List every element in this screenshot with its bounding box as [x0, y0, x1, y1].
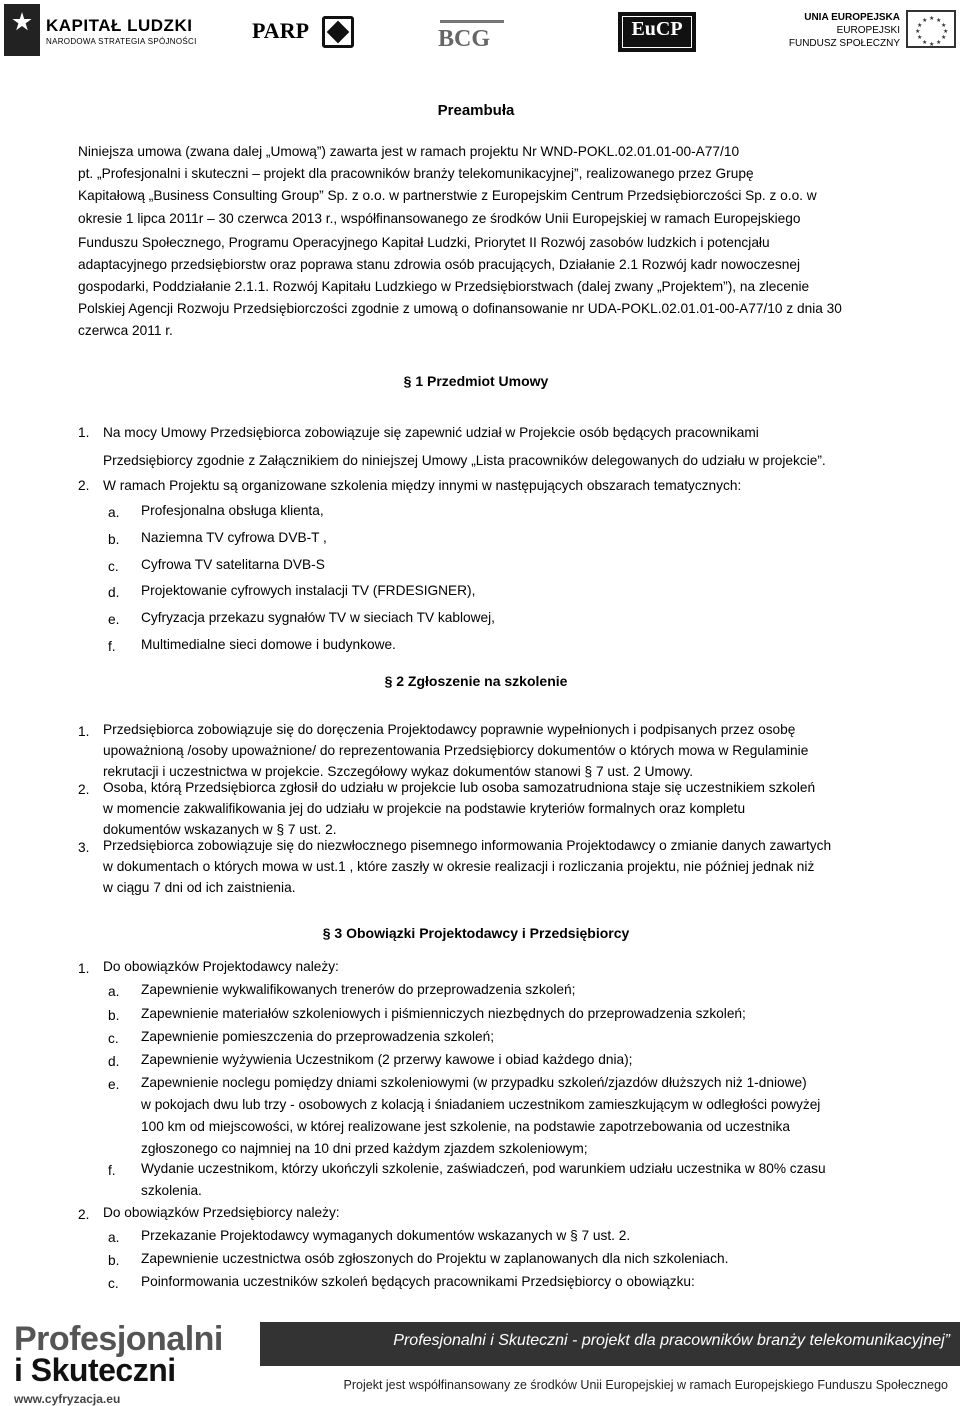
- s3-p2-number: 2.: [78, 1207, 90, 1222]
- s3-item-label: e.: [108, 1077, 120, 1092]
- eucp-logo: [618, 12, 696, 52]
- section-3-title: § 3 Obowiązki Projektodawcy i Przedsiębiorcy: [322, 925, 630, 941]
- parp-logo: [252, 14, 362, 50]
- s3-p2-item-label: c.: [108, 1276, 119, 1291]
- bcg-text: BCG: [438, 26, 491, 52]
- kapital-ludzki-subtitle: NARODOWA STRATEGIA SPÓJNOŚCI: [46, 37, 197, 46]
- s3-p2-item: Poinformowania uczestników szkoleń będących pracownikami Przedsiębiorcy o obowiązku:: [141, 1274, 695, 1289]
- s1-p1-number: 1.: [78, 425, 90, 440]
- s1-p2-text: W ramach Projektu są organizowane szkolenia między innymi w następujących obszarach tematycznych:: [103, 478, 742, 493]
- s2-line: rekrutacji i uczestnictwa w projekcie. Szczegółowy wykaz dokumentów stanowi § 7 ust. 2 Umowy.: [103, 764, 694, 779]
- s3-item-label: c.: [108, 1031, 119, 1046]
- s3-item-line: Wydanie uczestnikom, którzy ukończyli szkolenie, zaświadczeń, pod warunkiem udziału uczestnika w 80% czasu: [141, 1161, 826, 1176]
- s3-item-label: f.: [108, 1163, 116, 1178]
- s1-item-label: b.: [108, 532, 120, 547]
- s3-p2-item: Zapewnienie uczestnictwa osób zgłoszonych do Projektu w zaplanowanych dla nich szkoleniach.: [141, 1251, 729, 1266]
- s3-item: Zapewnienie materiałów szkoleniowych i piśmienniczych niezbędnych do przeprowadzenia szkoleń;: [141, 1006, 746, 1021]
- s2-number: 2.: [78, 782, 90, 797]
- s3-p2-text: Do obowiązków Przedsiębiorcy należy:: [103, 1205, 340, 1220]
- parp-text: PARP: [252, 18, 310, 43]
- s2-line: w dokumentach o których mowa w ust.1 , które zaszły w okresie realizacji i rozliczania projektu, nie później jednak niż: [103, 859, 815, 874]
- preambula-line: gospodarki, Poddziałanie 2.1.1. Rozwój Kapitału Ludzkiego w Przedsiębiorstwach (dalej zwany „Projektem”), na zlecenie: [78, 279, 810, 294]
- preambula-title: Preambuła: [437, 102, 515, 119]
- eu-flag-icon: ★ ★ ★ ★ ★ ★ ★ ★ ★ ★ ★ ★: [906, 10, 956, 48]
- preambula-line: Polskiej Agencji Rozwoju Przedsiębiorczości zgodnie z umową o dofinansowanie nr UDA-POKL.02.01.01-00-A77/10 z dnia 30: [78, 301, 842, 316]
- s2-line: Przedsiębiorca zobowiązuje się do doręczenia Projektodawcy poprawnie wypełnionych i podpisanych przez osobę: [103, 722, 796, 737]
- s3-item: Zapewnienie pomieszczenia do przeprowadzenia szkoleń;: [141, 1029, 495, 1044]
- s1-item-label: e.: [108, 612, 120, 627]
- s1-item: Profesjonalna obsługa klienta,: [141, 503, 324, 518]
- eu-line3: FUNDUSZ SPOŁECZNY: [788, 38, 900, 49]
- preambula-line: pt. „Profesjonalni i skuteczni – projekt dla pracowników branży telekomunikacyjnej”, realizowanego przez Grupę: [78, 166, 754, 181]
- s2-line: upoważnioną /osoby upoważnione/ do reprezentowania Przedsiębiorcy dokumentów o których mowa w Regulaminie: [103, 743, 809, 758]
- footer-cofinancing: Projekt jest współfinansowany ze środków Unii Europejskiej w ramach Europejskiego Funduszu Społecznego: [343, 1378, 948, 1392]
- s1-item: Cyfryzacja przekazu sygnałów TV w sieciach TV kablowej,: [141, 610, 495, 625]
- eucp-text: EuCP: [631, 18, 683, 40]
- s1-item: Naziemna TV cyfrowa DVB-T ,: [141, 530, 327, 545]
- footer-logo-line1: Profesjonalni: [14, 1320, 223, 1358]
- s3-item-line: w pokojach dwu lub trzy - osobowych z kolacją i śniadaniem uczestnikom zamieszkującym w odległości powyżej: [141, 1097, 821, 1112]
- preambula-line: czerwca 2011 r.: [78, 323, 173, 338]
- s1-item-label: f.: [108, 639, 116, 654]
- preambula-line: adaptacyjnego przedsiębiorstw oraz poprawa stanu zdrowia osób pracujących, Działanie 2.1 Rozwój kadr nowoczesnej: [78, 257, 801, 272]
- s3-item-line: 100 km od miejscowości, w której realizowane jest szkolenie, na podstawie zapotrzebowania od uczestnika: [141, 1119, 790, 1134]
- s3-item-line: zgłoszonego co najmniej na 10 dni przed każdym zjazdem szkoleniowym;: [141, 1141, 588, 1156]
- s1-item: Cyfrowa TV satelitarna DVB-S: [141, 557, 325, 572]
- s3-p1-text: Do obowiązków Projektodawcy należy:: [103, 959, 339, 974]
- preambula-line: okresie 1 lipca 2011r – 30 czerwca 2013 r., współfinansowanego ze środków Unii Europejskiej w ramach Europejskiego: [78, 211, 801, 226]
- s2-number: 1.: [78, 724, 90, 739]
- footer-band: [260, 1322, 960, 1366]
- bcg-logo: [438, 14, 508, 52]
- s2-line: dokumentów wskazanych w § 7 ust. 2.: [103, 822, 337, 837]
- footer-logo-line2: i Skuteczni: [14, 1352, 176, 1388]
- s1-item-label: d.: [108, 585, 120, 600]
- footer-url: www.cyfryzacja.eu: [14, 1392, 121, 1406]
- s3-item-line: szkolenia.: [141, 1183, 202, 1198]
- eu-logo: [788, 10, 960, 56]
- footer-band-text: Profesjonalni i Skuteczni - projekt dla pracowników branży telekomunikacyjnej”: [393, 1332, 950, 1349]
- parp-mark-icon: [322, 16, 354, 48]
- s3-p2-item: Przekazanie Projektodawcy wymaganych dokumentów wskazanych w § 7 ust. 2.: [141, 1228, 631, 1243]
- s3-item-label: d.: [108, 1054, 120, 1069]
- s1-p1-line1: Na mocy Umowy Przedsiębiorca zobowiązuje się zapewnić udział w Projekcie osób będących pracownikami: [103, 425, 759, 440]
- s1-item-label: a.: [108, 505, 120, 520]
- star-icon: [4, 4, 40, 56]
- s3-item: Zapewnienie wyżywienia Uczestnikom (2 przerwy kawowe i obiad każdego dnia);: [141, 1052, 633, 1067]
- profesjonalni-logo: [10, 1312, 250, 1406]
- s1-item-label: c.: [108, 559, 119, 574]
- s3-p2-item-label: b.: [108, 1253, 120, 1268]
- preambula-line: Funduszu Społecznego, Programu Operacyjnego Kapitał Ludzki, Priorytet II Rozwój zasobów ludzkich i potencjału: [78, 235, 770, 250]
- s1-p1-line2: Przedsiębiorcy zgodnie z Załącznikiem do niniejszej Umowy „Lista pracowników delegowanych do udziału w projekcie”.: [103, 453, 826, 468]
- eu-line2: EUROPEJSKI: [836, 25, 900, 36]
- s3-item-label: b.: [108, 1008, 120, 1023]
- s3-p1-number: 1.: [78, 961, 90, 976]
- s2-line: w momencie zakwalifikowania jej do udziału w projekcie na podstawie kryteriów formalnych oraz kompletu: [103, 801, 746, 816]
- s2-line: Przedsiębiorca zobowiązuje się do niezwłocznego pisemnego informowania Projektodawcy o zmianie danych zawartych: [103, 838, 832, 853]
- kapital-ludzki-logo: [4, 2, 197, 58]
- s3-item: Zapewnienie wykwalifikowanych trenerów do przeprowadzenia szkoleń;: [141, 982, 576, 997]
- s3-p2-item-label: a.: [108, 1230, 120, 1245]
- s1-p2-number: 2.: [78, 478, 90, 493]
- kapital-ludzki-title: KAPITAŁ LUDZKI: [46, 16, 193, 35]
- section-1-title: § 1 Przedmiot Umowy: [403, 373, 549, 389]
- s1-item: Projektowanie cyfrowych instalacji TV (FRDESIGNER),: [141, 583, 476, 598]
- section-2-title: § 2 Zgłoszenie na szkolenie: [384, 673, 568, 689]
- s2-line: w ciągu 7 dni od ich zaistnienia.: [103, 880, 296, 895]
- footer: [0, 1312, 960, 1406]
- preambula-line: Niniejsza umowa (zwana dalej „Umową”) zawarta jest w ramach projektu Nr WND-POKL.02.01.01-00-A77/10: [78, 144, 740, 159]
- s3-item-label: a.: [108, 984, 120, 999]
- s2-number: 3.: [78, 840, 90, 855]
- bcg-swoosh-icon: [440, 20, 504, 23]
- s2-line: Osoba, którą Przedsiębiorca zgłosił do udziału w projekcie lub osoba samozatrudniona staje się uczestnikiem szkoleń: [103, 780, 816, 795]
- s3-item-line: Zapewnienie noclegu pomiędzy dniami szkoleniowymi (w przypadku szkoleń/zjazdów dłuższych niż 1-dniowe): [141, 1075, 807, 1090]
- header-logos: [0, 0, 960, 62]
- eu-line1: UNIA EUROPEJSKA: [804, 12, 900, 23]
- preambula-line: Kapitałową „Business Consulting Group” Sp. z o.o. w partnerstwie z Europejskim Centrum Przedsiębiorczości Sp. z o.o. w: [78, 188, 817, 203]
- s1-item: Multimedialne sieci domowe i budynkowe.: [141, 637, 396, 652]
